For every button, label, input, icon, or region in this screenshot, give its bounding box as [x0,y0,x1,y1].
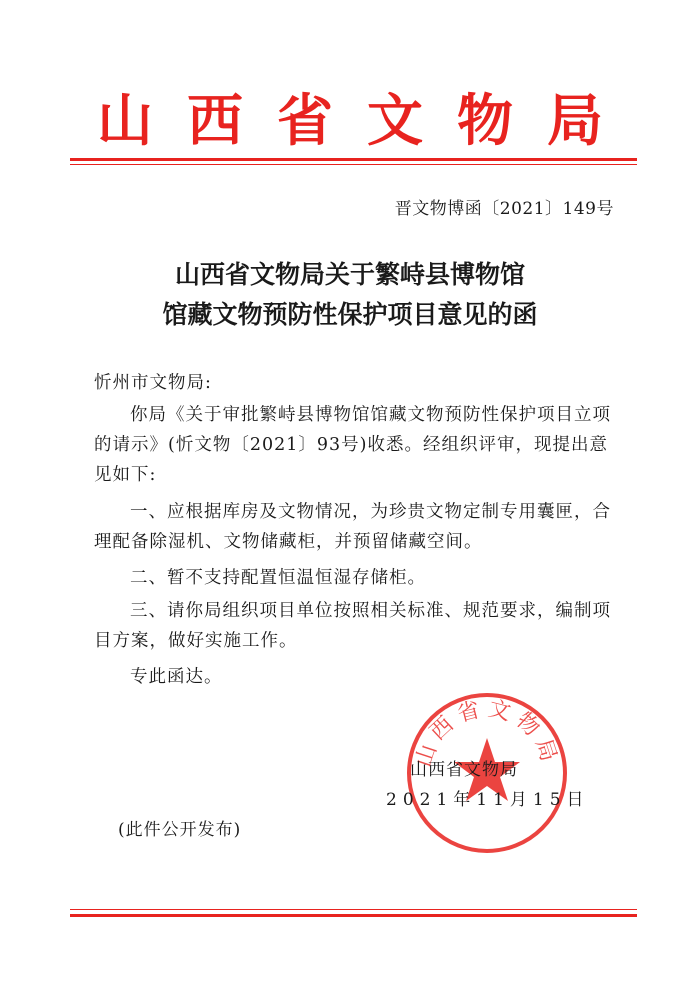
signoff-org: 山西省文物局 [410,760,518,780]
issuer-header: 山西省文物局 [97,88,637,154]
footer-divider-thin [70,909,637,910]
item-1-paragraph: 一、应根据库房及文物情况，为珍贵文物定制专用囊匣，合理配备除湿机、文物储藏柜，并预留储藏空间。 [94,502,611,552]
salutation: 忻州市文物局: [94,373,212,393]
header-divider-thin [70,164,637,165]
document-title-line-1: 山西省文物局关于繁峙县博物馆 [174,260,525,289]
header-divider-thick [70,158,637,161]
intro-paragraph: 你局《关于审批繁峙县博物馆馆藏文物预防性保护项目立项的请示》(忻文物〔2021〕93号)收悉。经组织评审，现提出意见如下: [94,405,611,485]
item-3-paragraph: 三、请你局组织项目单位按照相关标准、规范要求，编制项目方案，做好实施工作。 [94,601,611,651]
document-number: 晋文物博函〔2021〕149号 [394,199,614,219]
closing-paragraph: 专此函达。 [130,667,223,687]
item-2-paragraph: 二、暂不支持配置恒温恒湿存储柜。 [130,568,426,588]
publish-note: (此件公开发布) [118,820,242,840]
document-title-line-2: 馆藏文物预防性保护项目意见的函 [162,300,538,329]
seal-text: 山西省文物局 [411,696,563,771]
signoff-date: 2021年11月15日 [386,790,590,810]
footer-divider-thick [70,914,637,917]
